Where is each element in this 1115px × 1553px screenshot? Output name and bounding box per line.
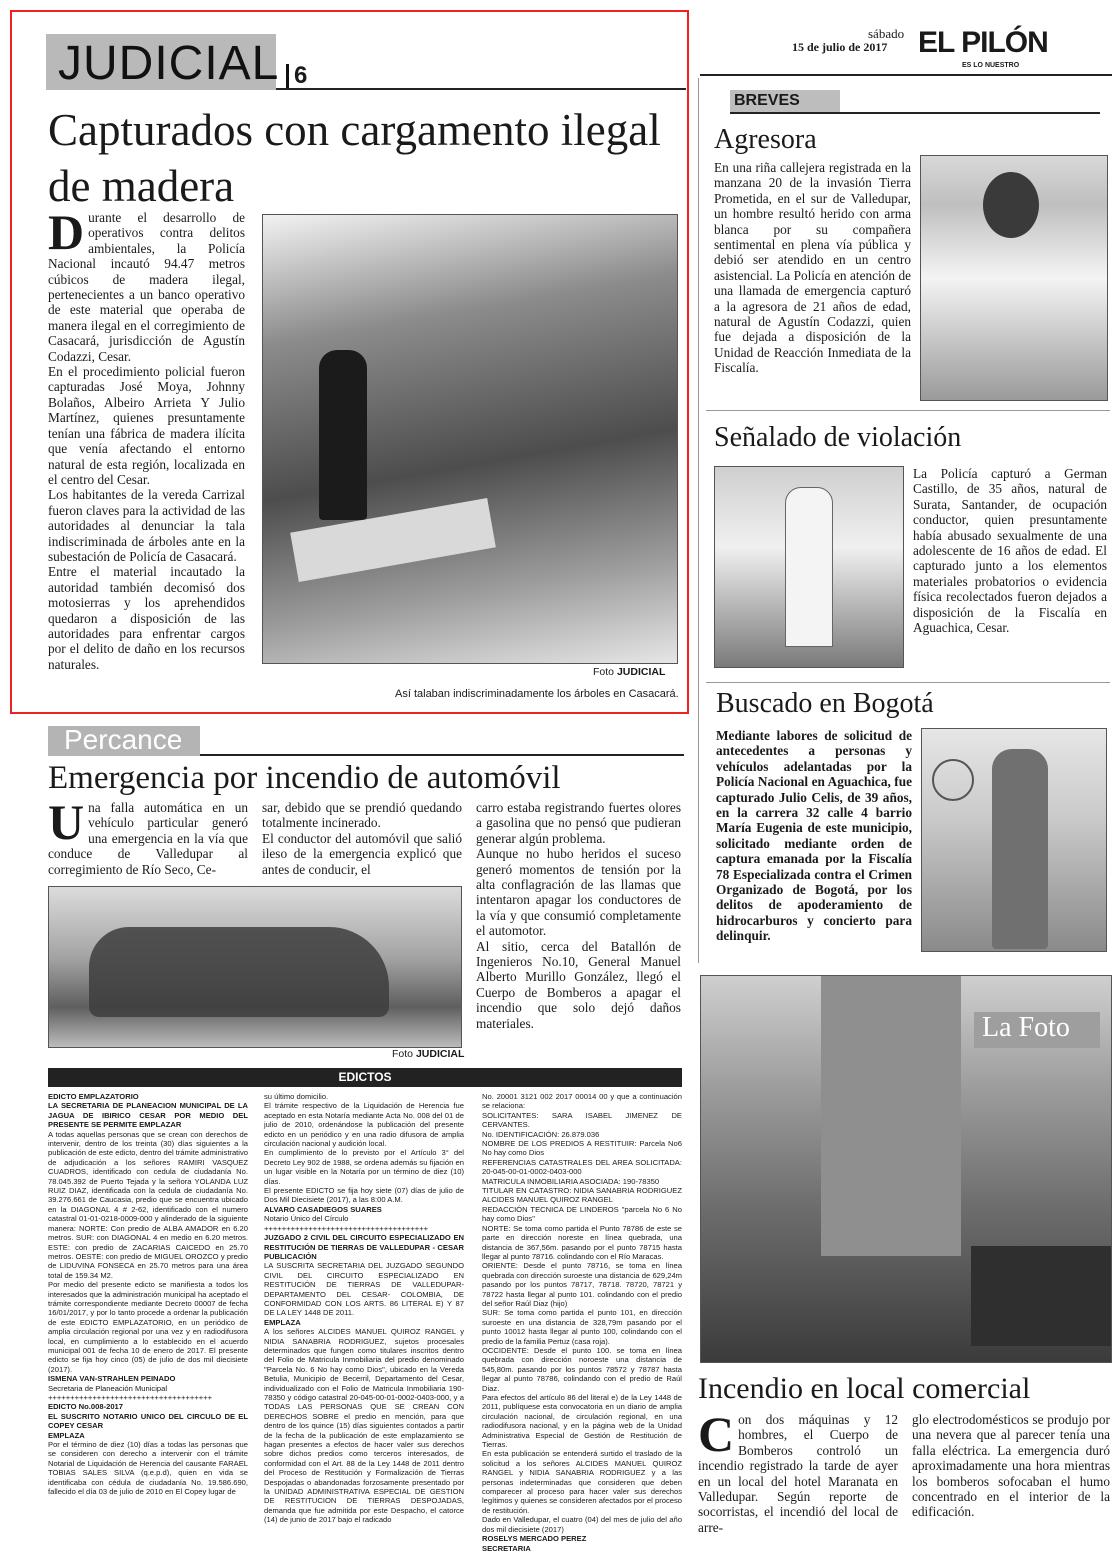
edicto-paragraph: EDICTO EMPLAZATORIO <box>48 1092 139 1101</box>
edicto-paragraph: REFERENCIAS CATASTRALES DEL AREA SOLICITADA: 20-045-00-01-0002-0403-000 <box>482 1157 682 1177</box>
burnt-car <box>89 927 389 1017</box>
edictos-col3 <box>482 1092 682 1553</box>
edicto-paragraph: SUR: Se toma como partida el punto 101, en dirección suroeste en una distancia de 328,79m pasando por el punto 10012 hasta llegar al punto 100, colindando con el predio de la familia Pertuz (casa roja). <box>482 1308 682 1346</box>
edicto-paragraph: SECRETARIA <box>482 1543 531 1553</box>
lafoto-col1: Con dos máquinas y 12 hombres, el Cuerpo de Bomberos controló un incendio registrado la tarde de ayer en un local del hotel Maranata en Valledupar. Según reporte de socorristas, el incendió del local de arre- <box>698 1406 898 1535</box>
edicto-paragraph: El trámite respectivo de la Liquidación de Herencia fue aceptado en esta Notaría mediante Acta No. 008 del 01 de julio de 2010, ordenándose la publicación del presente edicto en un periódico y en una radio difusora de amplia circulación nacional y audición local. <box>264 1101 464 1149</box>
edictos-col1 <box>48 1092 248 1536</box>
percance-header <box>48 722 684 756</box>
masthead-day: sábado <box>868 26 905 41</box>
edicto-paragraph: Por medio del presente edicto se manifiesta a todos los interesados que la administración municipal ha aceptado el trámite correspondiente mediante Decreto 00007 de fecha 16/01/2017, y por lo tanto procede a ordenar la publicación de este EDICTO EMPLAZATORIO, en un periódico de amplia circulación regional por una vez y en radiodifusora local, en cumplimiento a lo establecido en el acuerdo municipal 001 de fecha 10 de enero de 2017. El presente edicto se fija hoy cinco (05) de julio de dos mil diecisiete (2017). <box>48 1280 248 1374</box>
main-p4: Entre el material incautado la autoridad también decomisó dos motosierras y los aprehendidos quedaron a disposición de las autoridades para enfrentar cargos por el delito de daño en los recursos naturales. <box>48 564 245 672</box>
edicto-paragraph: Dado en Valledupar, el cuatro (04) del mes de julio del año dos mil diecisiete (2017) <box>482 1515 682 1534</box>
percance-col3: carro estaba registrando fuertes olores a gasolina que no pensó que pudieran generar algún problema. Aunque no hubo heridos el suceso generó momentos de tensión por la alta conflagración de las llamas que intentaron apagar los conductores de la vía y que consumió completamente el automotor. Al sitio, cerca del Batallón de Ingenieros No.10, General Manuel Alberto Murillo González, llegó el Cuerpo de Bomberos a apagar el incendio que solo dejó daños materiales. <box>476 800 681 1031</box>
edicto-paragraph: EMPLAZA <box>48 1430 85 1440</box>
bogota-figure <box>992 749 1048 949</box>
edicto-paragraph: Notario Único del Círculo <box>264 1214 349 1224</box>
violacion-body: La Policía capturó a German Castillo, de 35 años, natural de Surata, Santander, de ocupación conductor, quien presuntamente había abusado sexualmente de una adolescente de 16 años de edad. El capturado junto a los elementos materiales probatorios o evidencia física recolectados fueron dejados a disposición de la Fiscalía en Aguachica, Cesar. <box>913 466 1107 636</box>
lafoto-dropcap: C <box>698 1406 735 1462</box>
edicto-paragraph: MATRICULA INMOBILIARIA ASOCIADA: 190-78350 <box>482 1176 660 1186</box>
main-p2: En el procedimiento policial fueron capturadas José Moya, Johnny Bolaños, Albeiro Arrieta Y Julio Martínez, quienes presuntamente tenían una fábrica de madera ilícita que venía afectando el entorno natural de esta región, localizada en el centro del Cesar. <box>48 364 245 487</box>
violacion-title: Señalado de violación <box>714 422 962 453</box>
breves-rule <box>730 112 1100 114</box>
edicto-paragraph: REDACCIÓN TECNICA DE LINDEROS "parcela No 6 No hay como Dios" <box>482 1204 682 1224</box>
edicto-paragraph: Secretaria de Planeación Municipal <box>48 1383 168 1393</box>
edicto-paragraph: NORTE: Se toma como partida el Punto 78786 de este se parte en dirección noreste en línea quebrada, una distancia de 367,56m. pasando por el punto 78715 hasta llegar al punto 78716. colindando con el Río Maracas. <box>482 1223 682 1261</box>
masthead-tagline: ES LO NUESTRO <box>962 62 1020 69</box>
section-page: 6 <box>286 64 307 88</box>
percance-photo-credit: Foto JUDICIAL <box>392 1048 465 1060</box>
main-body <box>48 204 245 708</box>
section-label: JUDICIAL <box>58 37 280 90</box>
edicto-paragraph: JUZGADO 2 CIVIL DEL CIRCUITO ESPECIALIZADO EN RESTITUCIÓN DE TIERRAS DE VALLEDUPAR - CESAR PUBLICACIÓN <box>264 1233 464 1261</box>
edicto-paragraph: Por el término de diez (10) días a todas las personas que se consideren con derecho a intervenir con el trámite Notarial de Liquidación de Herencia del causante FARAEL TOBIAS SALES SILVA (q.e.p.d), quien en vida se identificaba con cédula de ciudadanía No. 19.586.690, fallecido el día 03 de julio de 2010 en El Copey lugar de <box>48 1440 248 1497</box>
edicto-paragraph: En cumplimiento de lo previsto por el Artículo 3° del Decreto Ley 902 de 1988, se ordena además su fijación en un lugar visible en la Notaría por un término de diez (10) días. <box>264 1148 464 1186</box>
police-figure <box>319 350 367 520</box>
bogota-photo <box>921 728 1107 952</box>
police-seal-icon <box>932 759 974 801</box>
bogota-body: Mediante labores de solicitud de antecedentes a personas y vehículos adelantadas por la Policía Nacional en Aguachica, fue capturado Julio Celis, de 39 años, en la carrera 32 calle 4 barrio María Eugenia de este municipio, solicitado mediante orden de captura emanada por la Fiscalía 78 Especializada contra el Crimen Organizado de Bogotá, por los delitos de apoderamiento de hidrocarburos y concierto para delinquir. <box>716 728 912 944</box>
edictos-header: EDICTOS <box>338 1070 392 1084</box>
edicto-paragraph: +++++++++++++++++++++++++++++++++++++ <box>264 1223 429 1233</box>
edicto-paragraph: LA SUSCRITA SECRETARIA DEL JUZGADO SEGUNDO CIVIL DEL CIRCUITO ESPECIALIZADO EN RESTITUCIÓN DE TIERRAS DE VALLEDUPAR- DEPARTAMENTO DEL CESAR- COLOMBIA, DE CONFORMIDAD CON LOS ARTS. 86 LITERAL E) Y 87 DE LA LEY 1448 DE 2011. <box>264 1261 464 1318</box>
lafoto-label: La Foto <box>982 1012 1070 1043</box>
masthead-date: 15 de julio de 2017 <box>792 40 888 54</box>
main-headline: Capturados con cargamento ilegal de madera <box>48 105 661 211</box>
edicto-paragraph: EL SUSCRITO NOTARIO UNICO DEL CIRCULO DE EL COPEY CESAR <box>48 1411 248 1431</box>
masthead <box>700 16 1112 76</box>
main-photo-caption: Así talaban indiscriminadamente los árboles en Casacará. <box>395 688 679 700</box>
agresora-head <box>983 172 1039 238</box>
edicto-paragraph: ALVARO CASADIEGOS SUARES <box>264 1204 382 1214</box>
main-p3: Los habitantes de la vereda Carrizal fueron claves para la actividad de las autoridades al denunciar la tala indiscriminada de árboles ante en la subestación de Policía de Casacará. <box>48 487 245 564</box>
bogota-title: Buscado en Bogotá <box>716 688 934 719</box>
edicto-paragraph: ORIENTE: Desde el punto 78716, se toma en línea quebrada con dirección suroeste una distancia de 629,24m pasando por los puntos 78717, 78718. 78720, 78721 y 78722 hasta llegar al punto 101. colindando con el predio del señor Raúl Diaz (hijo) <box>482 1261 682 1308</box>
edictos-header-bar <box>48 1068 682 1087</box>
main-dropcap: D <box>48 204 85 260</box>
agresora-photo <box>920 155 1108 401</box>
agresora-rule <box>706 410 1110 411</box>
masthead-logo: EL PILÓN <box>918 26 1048 59</box>
main-photo <box>262 214 678 664</box>
edicto-paragraph: su último domicilio. <box>264 1092 329 1101</box>
edicto-paragraph: EMPLAZA <box>264 1317 301 1327</box>
edicto-paragraph: No. IDENTIFICACIÓN: 26.879.036 <box>482 1129 600 1139</box>
edicto-paragraph: A todas aquellas personas que se crean con derechos de intervenir, dentro de los treinta (30) días siguientes a la publicación de este edicto, dentro del trámite administrativo de adjudicación a los señores RAMIRI VASQUEZ CUADROS, identificado con cedula de ciudadanía No. 78.045.392 de Puerto Tejada y la señora YOLANDA LUZ RUIZ DIAZ, identificada con la cedula de ciudadanía No. 39.276.661 de Caucasia, predio que se encuentra ubicado en la DIAGONAL 4 # 2-62, identificado con el numero catastral 01-01-0218-0009-000 y alinderado de la siguiente manera: NORTE: Con predio de ALBA AMADOR en 6.20 metros. SUR: con DIAGONAL 4 en medio en 6.20 metros. ESTE: con predio de ZACARIAS CAICEDO en 25.70 metros. OESTE: con predio de MIGUEL OROZCO y predio de LIDUVINA FONSECA en 25.70 metros para una área total de 159.34 M2. <box>48 1129 248 1280</box>
edicto-paragraph: No. 20001 3121 002 2017 00014 00 y que a continuación se relaciona: <box>482 1092 682 1111</box>
percance-col2: sar, debido que se prendió quedando totalmente incinerado. El conductor del automóvil que salió ileso de la emergencia explicó que antes de conducir, el <box>262 800 462 877</box>
edicto-paragraph: ISMENA VAN-STRAHLEN PEINADO <box>48 1374 176 1384</box>
edicto-paragraph: ROSELYS MERCADO PEREZ <box>482 1534 587 1544</box>
edicto-paragraph: NOMBRE DE LOS PREDIOS A RESTITUIR: Parcela No6 No hay como Dios <box>482 1139 682 1158</box>
fire-truck <box>971 1246 1111 1346</box>
breves-label: BREVES <box>730 90 840 112</box>
section-header <box>46 16 686 90</box>
edicto-paragraph: SOLICITANTES: SARA ISABEL JIMENEZ DE CERVANTES. <box>482 1110 682 1130</box>
edicto-paragraph: A los señores ALCIDES MANUEL QUIROZ RANGEL y NIDIA SANABRIA RODRIGUEZ, sujetos procesales determinados que fungen como titulares inscritos dentro del Folio de Matricula Inmobiliaria del predio denominado "Parcela No. 6 No hay como Dios", ubicado en la Vereda Betulia, Municipio de Becerril, Departamento del Cesar, individualizado con el Folio de Matricula Inmobiliaria 190- 78350 y código catastral 20-045-00-01-0002-0403-000, y a TODAS LAS PERSONAS QUE SE CREAN CON DERECHOS SOBRE el predio en mención, para que dentro de los quince (15) días siguientes contados a partir de la fecha de la publicación de este emplazamiento se hagan presentes a efectos de hacer valer sus derechos sobre dichos predios como terceros interesados, de conformidad con el Art. 88 de la Ley 1448 de 2011 dentro del Proceso de Restitución y Formalización de Tierras Despojadas o abandonadas forzosamente presentado por la UNIDAD ADMINISTRATIVA ESPECIAL DE GESTION DE RESTITUCION DE TIERRAS DESPOJADAS, demanda que fue admitida por este Despacho, el catorce (14) de junio de 2017 bajo el radicado <box>264 1327 464 1525</box>
edicto-paragraph: +++++++++++++++++++++++++++++++++++++ <box>48 1393 213 1402</box>
edicto-paragraph: EDICTO No.008-2017 <box>48 1402 123 1412</box>
violacion-photo <box>714 466 904 668</box>
percance-headline: Emergencia por incendio de automóvil <box>48 760 561 796</box>
percance-dropcap: U <box>48 794 85 850</box>
lafoto-headline: Incendio en local comercial <box>698 1372 1031 1405</box>
violacion-figure <box>785 487 833 647</box>
edicto-paragraph: OCCIDENTE: Desde el punto 100. se toma en línea quebrada con dirección noroeste una distancia de 545,80m. pasando por los puntos 78572 y 78787 hasta llegar al punto 78786, colindando con el predio de Raúl Diaz. <box>482 1345 682 1393</box>
agresora-body: En una riña callejera registrada en la manzana 20 de la invasión Tierra Prometida, en el sur de Valledupar, un hombre resultó herido con arma blanca por su compañera sentimental en plena vía pública y debió ser atendido en un centro asistencial. La Policía en atención de una llamada de emergencia capturó a la agresora de 21 años de edad, natural de Agustín Codazzi, quien fue dejada a disposición de la Unidad de Reacción Inmediata de la Fiscalía. <box>714 160 911 376</box>
agresora-title: Agresora <box>714 124 817 155</box>
building <box>821 976 961 1256</box>
percance-col1: Una falla automática en un vehículo particular generó una emergencia en la vía que conduce de Valledupar al corregimiento de Río Seco, Ce- <box>48 794 248 877</box>
violacion-rule <box>706 682 1110 683</box>
main-photo-credit: Foto JUDICIAL <box>593 666 666 678</box>
edicto-paragraph: El presente EDICTO se fija hoy siete (07) días de julio de Dos Mil Diecisiete (2017), a las 8:00 A.M. <box>264 1186 464 1205</box>
edicto-paragraph: Para efectos del artículo 86 del literal e) de la Ley 1448 de 2011, publíquese esta convocatoria en un diario de amplia circulación nacional, de circulación regional, en una radiodifusora nacional, y en la página web de la Unidad Administrativa Especial de Gestión de Restitución de Tierras. <box>482 1393 682 1450</box>
lafoto-col2: glo electrodomésticos se produjo por una nevera que al parecer tenía una falla eléctrica. La emergencia duró aproximadamente una hora mientras los bomberos sofocaban el humo concentrado en el interior de la edificación. <box>912 1412 1110 1520</box>
edicto-paragraph: En esta publicación se entenderá surtido el traslado de la solicitud a los señores ALCIDES MANUEL QUIROZ RANGEL y NIDIA SANABRIA RODRIGUEZ y a las personas indeterminadas que consideren que deben comparecer al proceso para hacer valer sus derechos legítimos y quienes se consideren afectados por el proceso de restitución. <box>482 1449 682 1515</box>
edictos-col2 <box>264 1092 464 1536</box>
edicto-paragraph: TITULAR EN CATASTRO: NIDIA SANABRIA RODRIGUEZ ALCIDES MANUEL QUIROZ RANGEL <box>482 1186 682 1205</box>
main-p1: urante el desarrollo de operativos contra delitos ambientales, la Policía Nacional incautó 94.47 metros cúbicos de madera ilegal, pertenecientes a un banco operativo de este material que operaba de manera ilegal en el corregimiento de Casacará, jurisdicción de Agustín Codazzi, Cesar. <box>48 210 245 364</box>
edicto-paragraph: LA SECRETARIA DE PLANEACION MUNICIPAL DE LA JAGUA DE IBIRICO CESAR POR MEDIO DEL PRESENTE SE PERMITE EMPLAZAR <box>48 1101 248 1130</box>
percance-label: Percance <box>64 724 183 755</box>
percance-photo <box>48 886 462 1048</box>
